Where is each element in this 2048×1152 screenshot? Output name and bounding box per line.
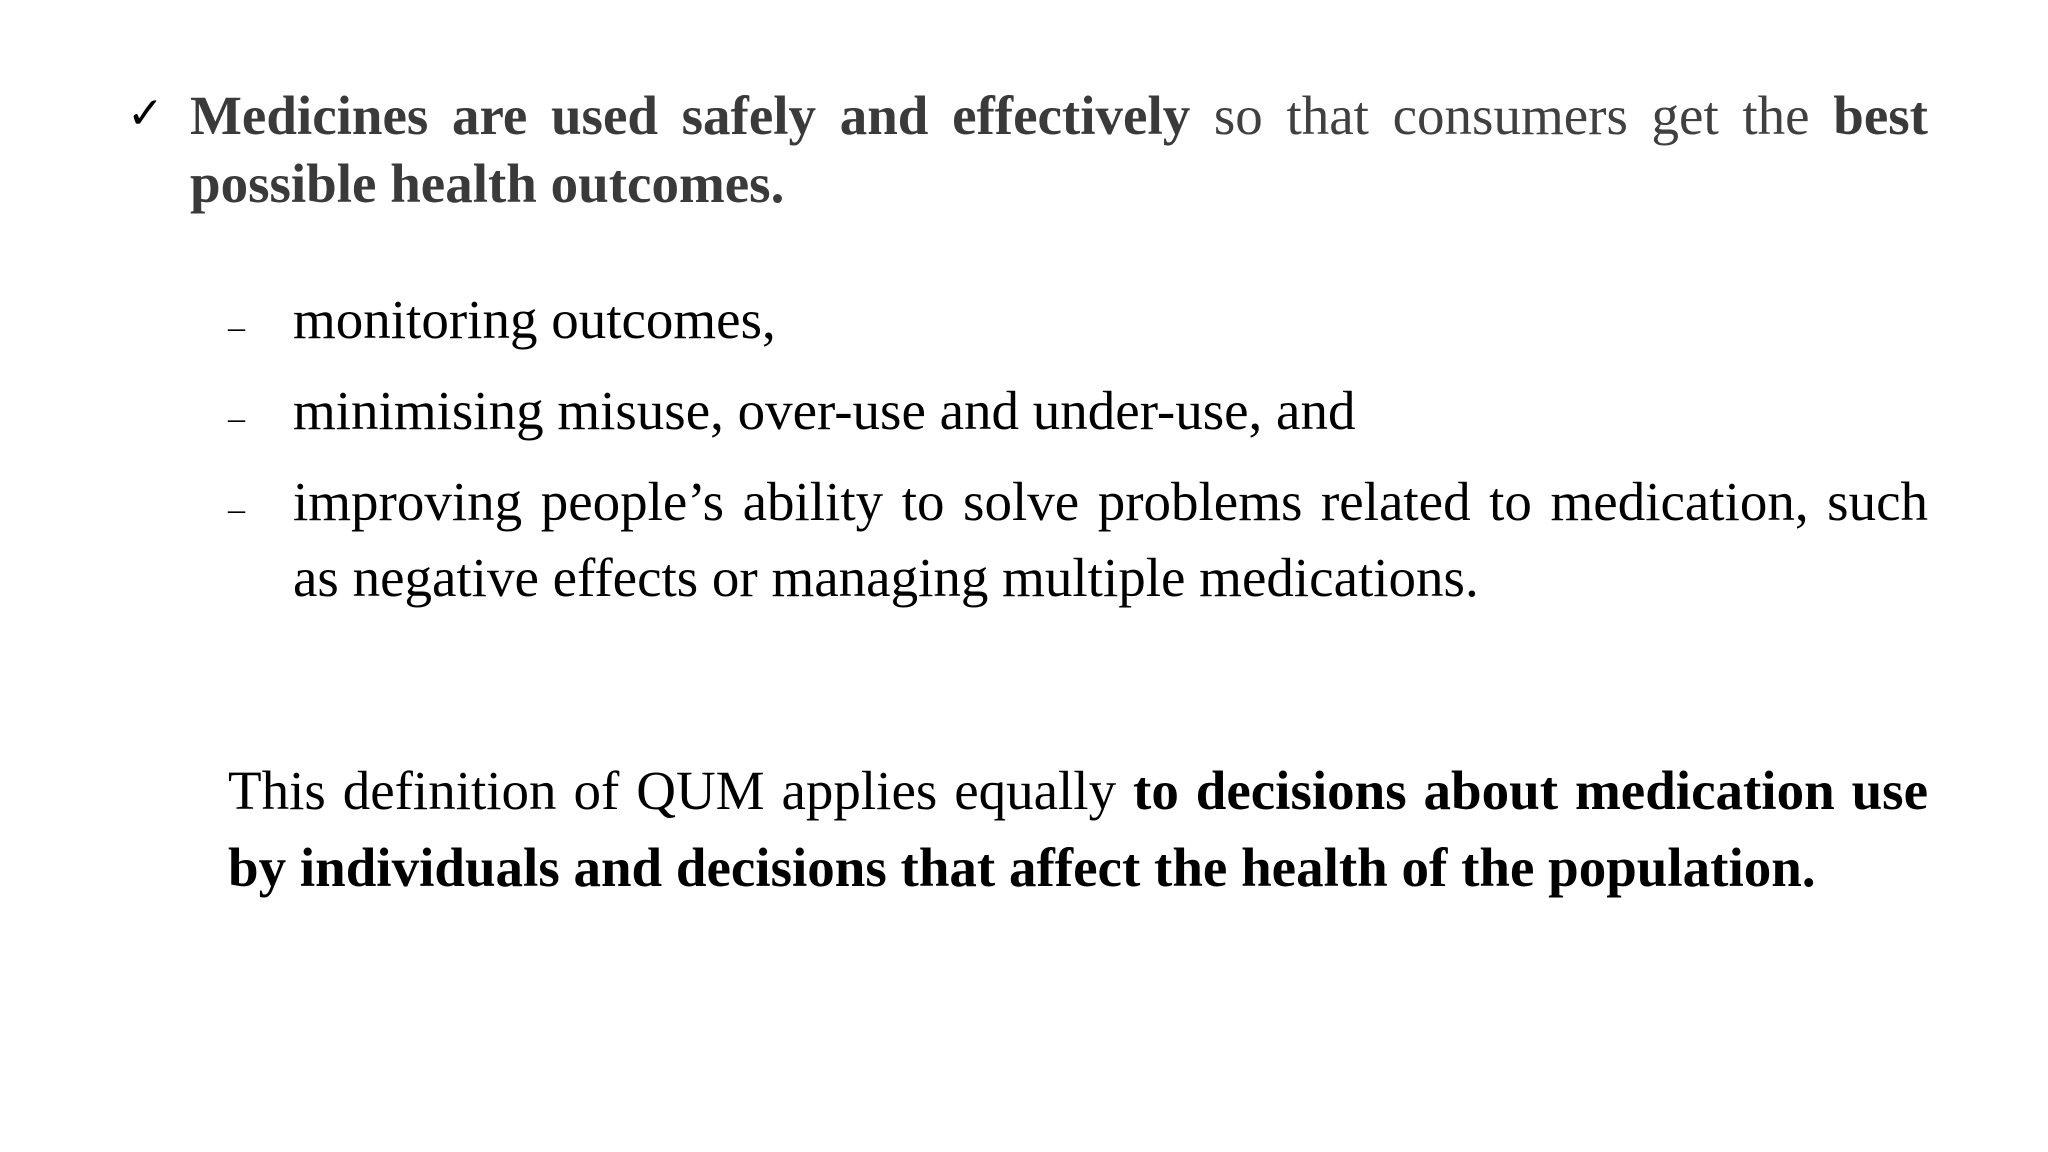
checkmark-icon: ✓ — [127, 88, 164, 139]
sub-list — [228, 282, 1928, 631]
main-point-bold-1: Medicines are used safely and effectively — [190, 85, 1191, 146]
main-point-text-1: so that consumers get the — [1190, 85, 1834, 146]
list-item — [228, 373, 1928, 449]
definition-text-1: This definition of QUM applies equally — [228, 760, 1134, 821]
dash-bullet-icon: – — [228, 491, 245, 528]
main-point-bold-2: best possible health outcomes. — [190, 85, 1928, 214]
list-item-text: monitoring outcomes, — [293, 289, 776, 350]
dash-bullet-icon: – — [228, 400, 245, 437]
dash-bullet-icon: – — [228, 309, 245, 346]
main-point — [190, 82, 1928, 218]
list-item — [228, 464, 1928, 616]
list-item-text: minimising misuse, over-use and under-use, and — [293, 380, 1356, 441]
list-item — [228, 282, 1928, 358]
definition-paragraph — [228, 752, 1928, 906]
list-item-text: improving people’s ability to solve problems related to medication, such as negative effects or managing multiple medications. — [293, 471, 1928, 608]
definition-bold-1: to decisions about medication use by individuals and decisions that affect the health of the population. — [228, 760, 1928, 898]
